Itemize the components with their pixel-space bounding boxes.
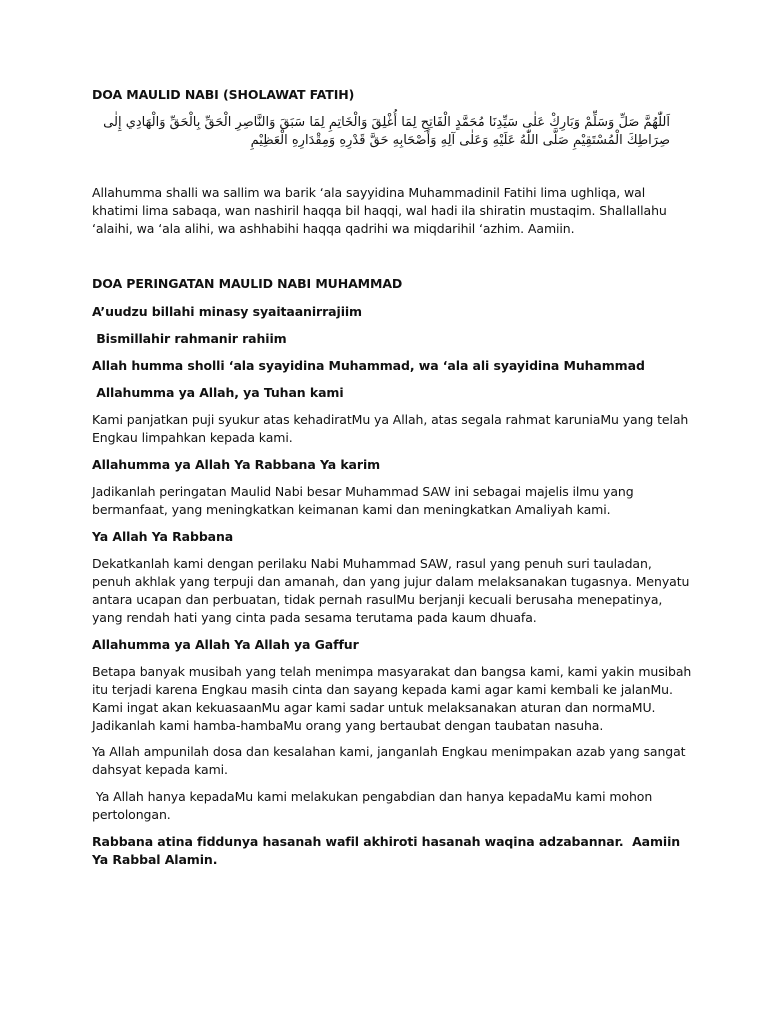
arabic-prayer-text: اَللّٰهُمَّ صَلِّ وَسَلِّمْ وَبَارِكْ عَلٰى سَيِّدِنَا مُحَمَّدٍ الْفَاتِحِ لِمَا أُغْلِقَ وَالْخَاتِمِ لِمَا سَبَقَ وَالنَّاصِرِ الْحَقِّ بِالْحَقِّ وَالْهَادِي إِلٰى صِرَاطِكَ الْمُسْتَقِيْمِ صَلَّى اللّٰهُ عَلَيْهِ وَعَلٰى آلِهِ وَأَصْحَابِهِ حَقَّ قَدْرِهِ وَمِقْدَارِهِ الْعَظِيْمِ: [103, 115, 670, 148]
prayer-line-ya-rabbana: Ya Allah Ya Rabbana: [92, 529, 234, 544]
paragraph-perilaku-nabi: Dekatkanlah kami dengan perilaku Nabi Muhammad SAW, rasul yang penuh suri tauladan, penuh akhlak yang terpuji dan amanah, dan yang jujur dalam melaksanakan tugasnya. Menyatu antara ucapan dan perbuatan, tidak pernah rasulMu berjanji kecuali berusaha menepatinya, yang rendah hati yang cinta pada sesama terutama pada kaum dhuafa.: [92, 556, 690, 625]
latin-transliteration: Allahumma shalli wa sallim wa barik ‘ala sayyidina Muhammadinil Fatihi lima ughliqa, wal khatimi lima sabaqa, wan nashiril haqqa bil haqqi, wal hadi ila shiratin mustaqim. Shallallahu ‘alaihi, wa ‘ala alihi, wa ashhabihi haqqa qadrihi wa miqdarihil ‘azhim. Aamiin.: [92, 185, 667, 236]
paragraph-majelis-ilmu: Jadikanlah peringatan Maulid Nabi besar Muhammad SAW ini sebagai majelis ilmu yang bermanfaat, yang meningkatkan keimanan kami dan meningkatkan Amaliyah kami.: [92, 484, 634, 517]
prayer-line-bismillah: Bismillahir rahmanir rahiim: [92, 331, 287, 346]
paragraph-musibah: Betapa banyak musibah yang telah menimpa masyarakat dan bangsa kami, kami yakin musibah itu terjadi karena Engkau masih cinta dan sayang kepada kami agar kami kembali ke jalanMu. Kami ingat akan kekuasaanMu agar kami sadar untuk melaksanakan aturan dan normaMU. Jadikanlah kami hamba-hambaMu orang yang bertaubat dengan taubatan nasuha.: [92, 664, 692, 733]
paragraph-rabbana-atina: Rabbana atina fiddunya hasanah wafil akhiroti hasanah waqina adzabannar. Aamiin Ya Rabbal Alamin.: [92, 834, 685, 867]
prayer-line-auudzu: A’uudzu billahi minasy syaitaanirrajiim: [92, 304, 362, 319]
section-title-peringatan: DOA PERINGATAN MAULID NABI MUHAMMAD: [92, 276, 403, 291]
prayer-line-ya-gaffur: Allahumma ya Allah Ya Allah ya Gaffur: [92, 637, 359, 652]
paragraph-pengabdian: Ya Allah hanya kepadaMu kami melakukan pengabdian dan hanya kepadaMu kami mohon pertolongan.: [92, 789, 657, 822]
section-title-sholawat: DOA MAULID NABI (SHOLAWAT FATIH): [92, 87, 355, 102]
prayer-line-allahumma-tuhan: Allahumma ya Allah, ya Tuhan kami: [92, 385, 344, 400]
paragraph-puji-syukur: Kami panjatkan puji syukur atas kehadiratMu ya Allah, atas segala rahmat karuniaMu yang telah Engkau limpahkan kepada kami.: [92, 412, 689, 445]
prayer-line-sholawat: Allah humma sholli ‘ala syayidina Muhammad, wa ‘ala ali syayidina Muhammad: [92, 358, 645, 373]
prayer-line-ya-karim: Allahumma ya Allah Ya Rabbana Ya karim: [92, 457, 381, 472]
paragraph-ampunan: Ya Allah ampunilah dosa dan kesalahan kami, janganlah Engkau menimpakan azab yang sangat dahsyat kepada kami.: [92, 744, 686, 777]
